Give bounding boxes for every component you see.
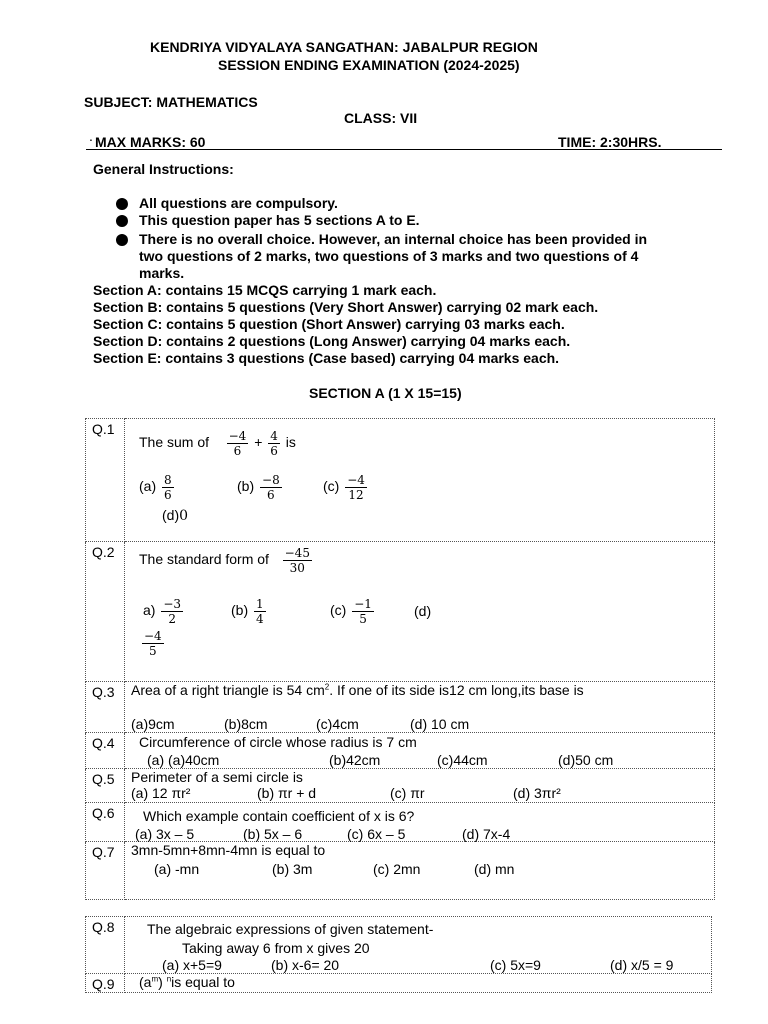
question-number: Q.5 bbox=[86, 769, 125, 803]
option-c: (c)44cm bbox=[437, 752, 488, 768]
option-c: (c) πr bbox=[390, 785, 425, 801]
time-label: TIME: 2:30HRS. bbox=[558, 134, 662, 150]
section-desc-c: Section C: contains 5 question (Short Answer) carrying 03 marks each. bbox=[93, 316, 565, 332]
question-row-q7 bbox=[86, 842, 715, 900]
section-a-title: SECTION A (1 X 15=15) bbox=[309, 385, 462, 401]
option-c: (c) $\frac{-4}{12}$ bbox=[323, 473, 365, 502]
question-number: Q.8 bbox=[86, 917, 125, 974]
option-c: (c) $\frac{-1}{5}$ bbox=[330, 597, 372, 626]
question-row-q4 bbox=[86, 733, 715, 769]
question-number: Q.1 bbox=[86, 419, 125, 542]
option-b: (b) $\frac{1}{4}$ bbox=[231, 597, 264, 626]
question-number: Q.4 bbox=[86, 733, 125, 769]
bullet-icon bbox=[116, 198, 128, 210]
fraction: $\frac{-4}{6}$ bbox=[228, 429, 247, 458]
option-d: (d)0 bbox=[162, 507, 189, 524]
option-d: (d) 3πr² bbox=[513, 785, 561, 801]
question-body bbox=[125, 842, 715, 900]
question-row-q3 bbox=[86, 682, 715, 733]
question-table bbox=[85, 418, 715, 900]
option-c: (c) 6x – 5 bbox=[347, 826, 406, 842]
instruction-item-cont: two questions of 2 marks, two questions of 3 marks and two questions of 4 bbox=[139, 248, 639, 264]
question-row-q5 bbox=[86, 769, 715, 803]
instructions-title: General Instructions: bbox=[93, 161, 234, 177]
school-title: KENDRIYA VIDYALAYA SANGATHAN: JABALPUR REGION bbox=[150, 39, 538, 55]
question-number: Q.9 bbox=[86, 974, 125, 993]
question-number: Q.7 bbox=[86, 842, 125, 900]
instruction-item: This question paper has 5 sections A to E. bbox=[139, 212, 420, 228]
fraction: $\frac{4}{6}$ bbox=[270, 429, 278, 458]
question-table-2 bbox=[85, 916, 712, 993]
question-text: The sum of $\frac{-4}{6}$ + $\frac{4}{6}$ is bbox=[139, 429, 296, 458]
question-text: Area of a right triangle is 54 $cm^2$. If one of its side is12 cm long,its base is bbox=[131, 682, 584, 698]
option-c: (c) 5x=9 bbox=[490, 957, 541, 973]
instruction-item: There is no overall choice. However, an internal choice has been provided in bbox=[139, 231, 648, 247]
subject-label: SUBJECT: MATHEMATICS bbox=[84, 94, 258, 110]
question-row-q9 bbox=[86, 974, 712, 993]
option-d: (d) mn bbox=[474, 861, 515, 877]
option-d: (d) x/5 = 9 bbox=[610, 957, 674, 973]
bullet-icon bbox=[116, 234, 128, 246]
option-b: (b) πr + d bbox=[257, 785, 317, 801]
dot-mark: . bbox=[89, 128, 93, 144]
option-d: (d) 10 cm bbox=[410, 716, 470, 732]
option-c: (c) 2mn bbox=[373, 861, 421, 877]
question-text: 3mn-5mn+8mn-4mn is equal to bbox=[131, 842, 326, 858]
option-b: (b)42cm bbox=[329, 752, 381, 768]
option-a: a) $\frac{-3}{2}$ bbox=[143, 597, 182, 626]
question-body bbox=[125, 974, 712, 993]
question-body bbox=[125, 803, 715, 842]
bullet-icon bbox=[116, 215, 128, 227]
question-text: The algebraic expressions of given statement- bbox=[147, 921, 434, 937]
question-body bbox=[125, 769, 715, 803]
option-a: (a) 12 πr² bbox=[131, 785, 191, 801]
option-b: (b) 5x – 6 bbox=[243, 826, 303, 842]
question-text: The standard form of $\frac{-45}{30}$ bbox=[139, 546, 310, 575]
option-a: (a) x+5=9 bbox=[162, 957, 222, 973]
question-text: Circumference of circle whose radius is 7 cm bbox=[139, 734, 417, 750]
option-a: (a) -mn bbox=[154, 861, 200, 877]
question-body bbox=[125, 733, 715, 769]
option-d: (d)50 cm bbox=[558, 752, 614, 768]
option-d: (d) 7x-4 bbox=[462, 826, 511, 842]
question-body bbox=[125, 917, 712, 974]
instruction-item: All questions are compulsory. bbox=[139, 195, 338, 211]
question-subtext: Taking away 6 from x gives 20 bbox=[182, 940, 370, 956]
section-desc-e: Section E: contains 3 questions (Case based) carrying 04 marks each. bbox=[93, 350, 560, 366]
question-number: Q.6 bbox=[86, 803, 125, 842]
question-number: Q.3 bbox=[86, 682, 125, 733]
max-marks-label: MAX MARKS: 60 bbox=[95, 134, 206, 150]
question-body bbox=[125, 419, 715, 542]
section-desc-a: Section A: contains 15 MCQS carrying 1 mark each. bbox=[93, 282, 437, 298]
option-b: (b) 3m bbox=[272, 861, 313, 877]
option-d-value: $\frac{-4}{5}$ bbox=[144, 629, 162, 658]
option-a: (a) 3x – 5 bbox=[135, 826, 195, 842]
instruction-item-cont: marks. bbox=[139, 265, 185, 281]
option-d-label: (d) bbox=[414, 603, 432, 619]
question-row-q2 bbox=[86, 542, 715, 682]
question-row-q6 bbox=[86, 803, 715, 842]
question-row-q1 bbox=[86, 419, 715, 542]
section-desc-b: Section B: contains 5 questions (Very Short Answer) carrying 02 mark each. bbox=[93, 299, 599, 315]
question-text: Which example contain coefficient of x is 6? bbox=[143, 808, 415, 824]
option-a: (a)9cm bbox=[131, 716, 175, 732]
question-body bbox=[125, 682, 715, 733]
question-number: Q.2 bbox=[86, 542, 125, 682]
section-desc-d: Section D: contains 2 questions (Long Answer) carrying 04 marks each. bbox=[93, 333, 571, 349]
question-row-q8 bbox=[86, 917, 712, 974]
question-body bbox=[125, 542, 715, 682]
question-text: Perimeter of a semi circle is bbox=[131, 769, 303, 785]
option-b: (b)8cm bbox=[224, 716, 268, 732]
option-b: (b) x-6= 20 bbox=[271, 957, 340, 973]
option-a: (a) (a)40cm bbox=[147, 752, 220, 768]
question-text: $(a^m)$ $^n$is equal to bbox=[139, 974, 235, 990]
class-label: CLASS: VII bbox=[344, 110, 418, 126]
option-c: (c)4cm bbox=[316, 716, 359, 732]
exam-title: SESSION ENDING EXAMINATION (2024-2025) bbox=[218, 57, 520, 73]
option-b: (b) $\frac{-8}{6}$ bbox=[237, 473, 280, 502]
option-a: (a) $\frac{8}{6}$ bbox=[139, 473, 172, 502]
header-rule bbox=[86, 149, 722, 150]
